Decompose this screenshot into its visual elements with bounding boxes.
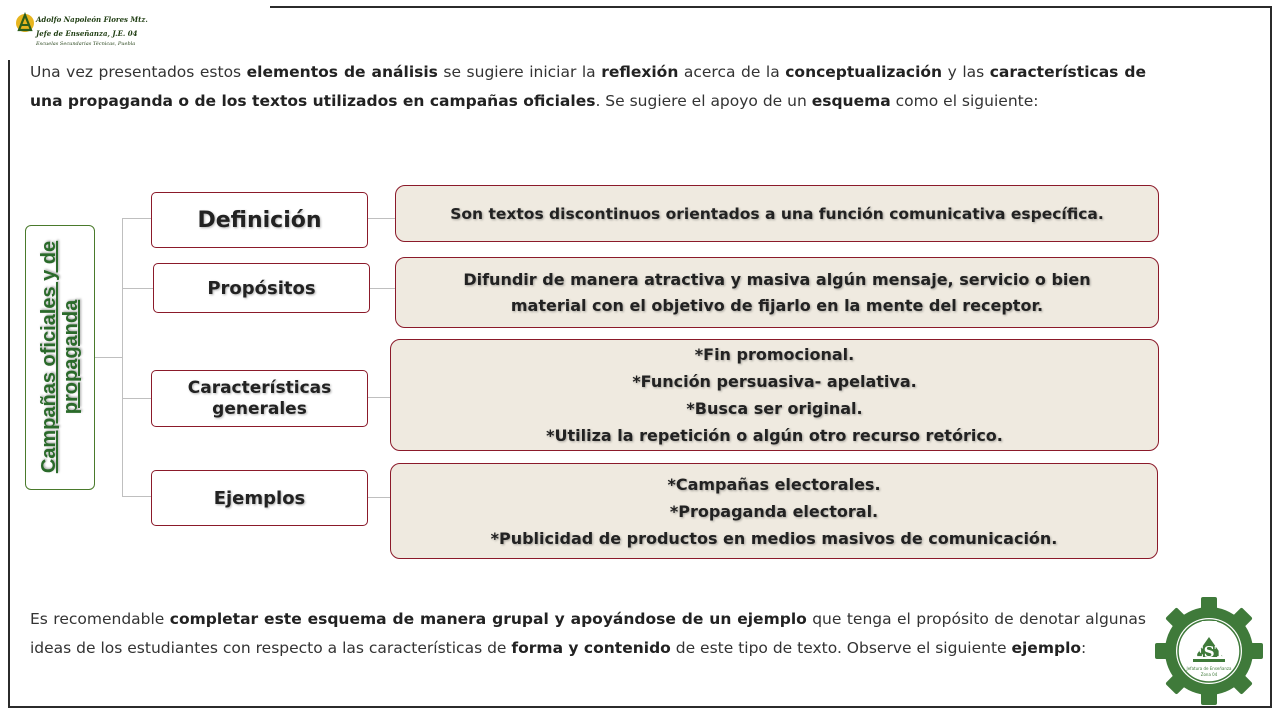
trunk-connector [122, 218, 123, 496]
desc-connector-2 [370, 288, 395, 289]
emblem-sub-text: Jefatura de Enseñanza [1186, 666, 1232, 671]
node-definicion: Definición [151, 192, 368, 248]
desc-line: Difundir de manera atractiva y masiva algún mensaje, servicio o bien [463, 269, 1091, 289]
desc-line: Son textos discontinuos orientados a una función comunicativa específica. [450, 204, 1104, 223]
emblem-main-text: EST [1192, 643, 1226, 661]
root-node-label: Campañas oficiales y de propaganda [38, 240, 82, 474]
desc-definicion [395, 185, 1159, 242]
desc-line: *Busca ser original. [686, 399, 863, 418]
desc-line: *Fin promocional. [694, 345, 855, 364]
branch-connector-3 [122, 398, 152, 399]
dst-emblem [1150, 597, 1268, 705]
node-propositos: Propósitos [153, 263, 370, 313]
node-caracteristicas: Características generales [151, 370, 368, 427]
emblem-zone-text: Zona 04 [1200, 672, 1218, 677]
desc-ejemplos [390, 463, 1158, 559]
emblem-top-text: DST [1201, 620, 1217, 628]
desc-line: *Utiliza la repetición o algún otro recurso retórico. [546, 426, 1003, 445]
branch-connector-4 [122, 496, 152, 497]
desc-connector-4 [368, 497, 390, 498]
frame-bottom-border [8, 706, 1272, 708]
branch-connector-2 [122, 288, 154, 289]
branch-connector-1 [122, 218, 152, 219]
logo-title: Jefe de Enseñanza, J.E. 04 [36, 29, 138, 38]
desc-connector-1 [368, 218, 395, 219]
logo-subtitle: Escuelas Secundarias Técnicas, Puebla [36, 41, 136, 47]
desc-line: *Publicidad de productos en medios masivos de comunicación. [490, 528, 1058, 548]
logo-name: Adolfo Napoleón Flores Mtz. [36, 15, 148, 24]
desc-line: *Propaganda electoral. [669, 501, 879, 521]
root-connector [95, 357, 122, 358]
frame-top-border [270, 6, 1272, 8]
desc-propositos [395, 257, 1159, 328]
frame-left-border [8, 60, 10, 708]
gear-emblem-icon [1150, 597, 1268, 705]
node-ejemplos: Ejemplos [151, 470, 368, 526]
desc-caracteristicas [390, 339, 1159, 451]
frame-right-border [1270, 6, 1272, 708]
intro-paragraph: Una vez presentados estos elementos de análisis se sugiere iniciar la reflexión acerca de la conceptualización y las características de una propaganda o de los textos utilizados en campañas oficiales. Se sugiere el apoyo de un esquema como el siguiente: [30, 63, 1146, 110]
author-logo [14, 10, 148, 54]
desc-line: material con el objetivo de fijarlo en la mente del receptor. [510, 295, 1044, 315]
closing-paragraph: Es recomendable completar este esquema de manera grupal y apoyándose de un ejemplo que tenga el propósito de denotar algunas ideas de los estudiantes con respecto a las características de forma y contenido de este tipo de texto. Observe el siguiente ejemplo: [30, 610, 1147, 657]
desc-connector-3 [368, 397, 390, 398]
desc-line: *Función persuasiva- apelativa. [632, 372, 917, 391]
desc-line: *Campañas electorales. [667, 474, 881, 494]
